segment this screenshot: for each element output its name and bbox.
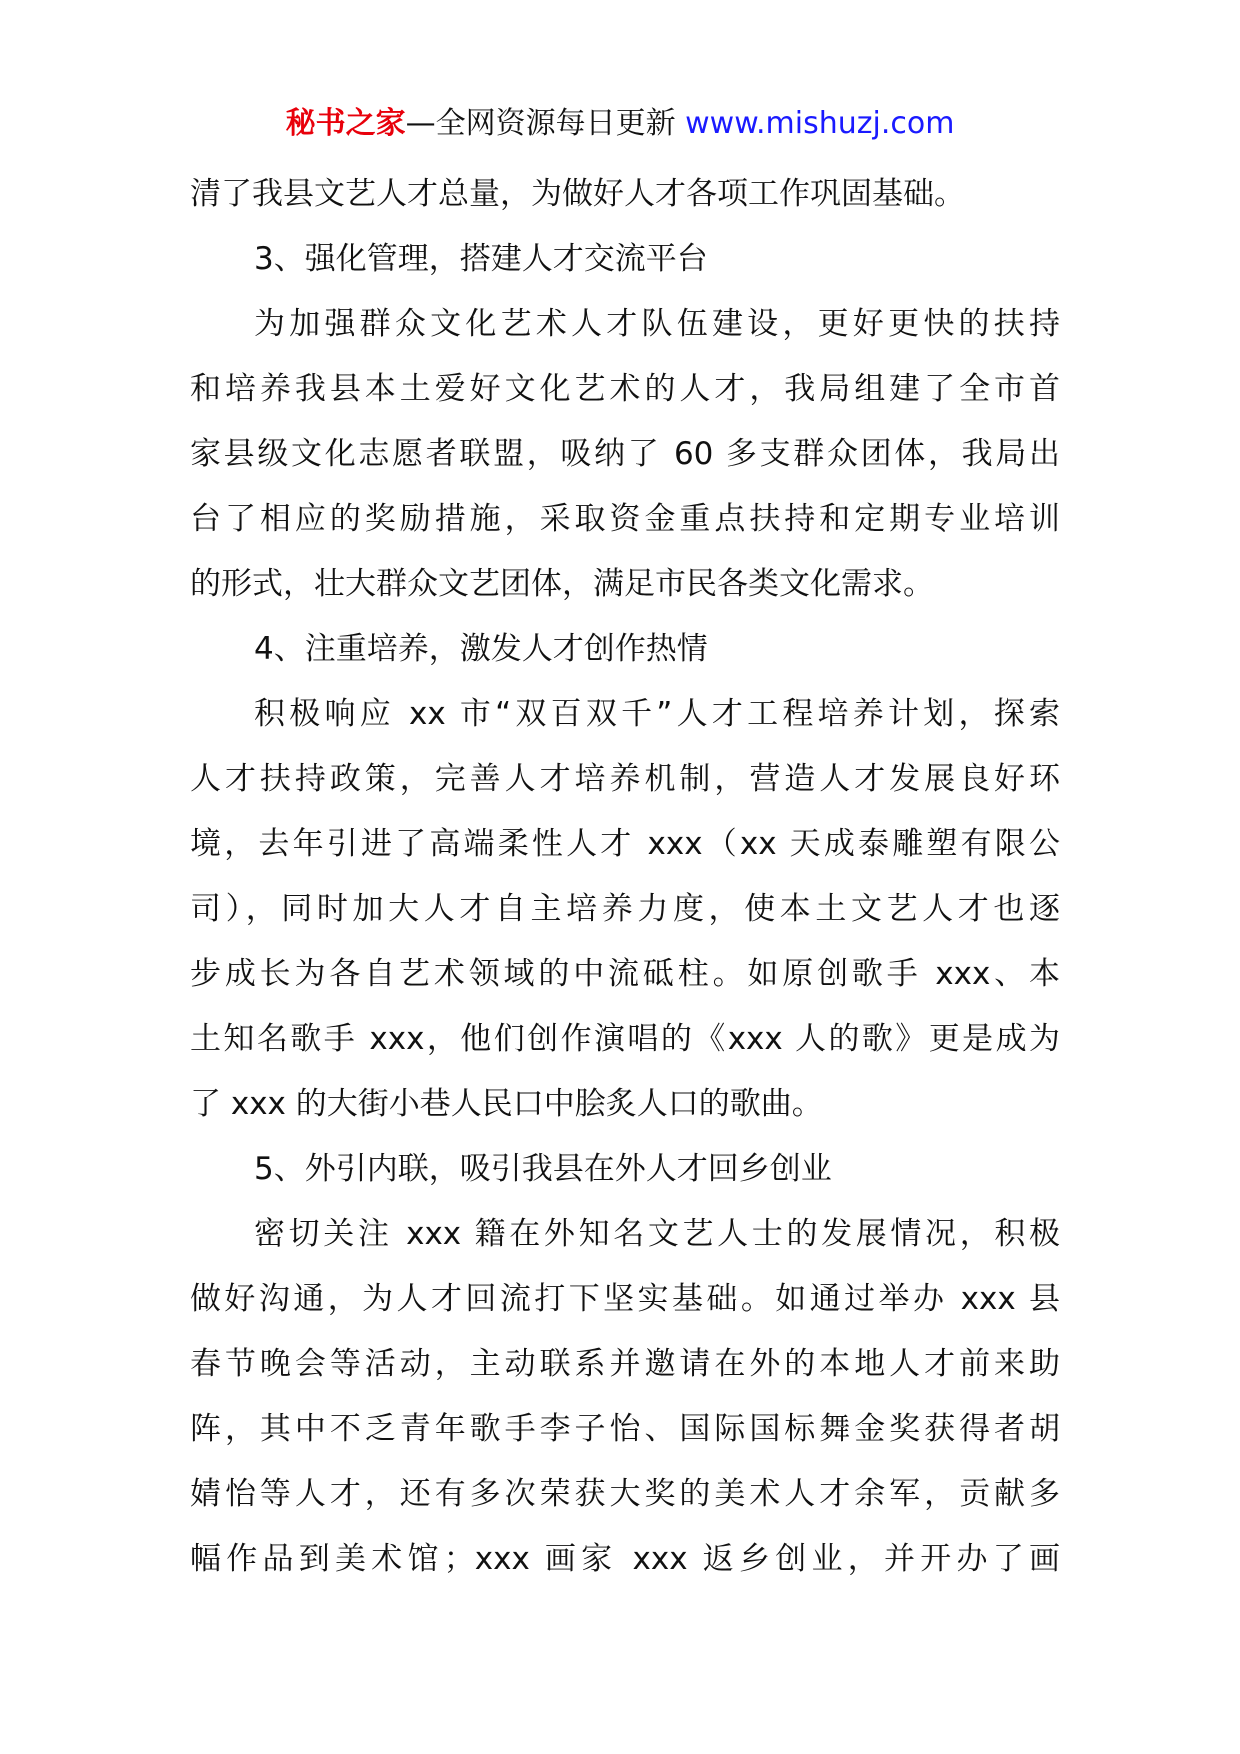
page-header bbox=[0, 102, 1240, 146]
body-line: 做好沟通，为人才回流打下坚实基础。如通过举办 xxx 县 bbox=[190, 1281, 1060, 1317]
body-line: 为加强群众文化艺术人才队伍建设，更好更快的扶持 bbox=[254, 306, 1060, 342]
section-heading: 5、外引内联，吸引我县在外人才回乡创业 bbox=[254, 1151, 832, 1187]
body-line: 步成长为各自艺术领域的中流砥柱。如原创歌手 xxx、本 bbox=[190, 956, 1060, 992]
body-line: 土知名歌手 xxx，他们创作演唱的《xxx 人的歌》更是成为 bbox=[190, 1021, 1060, 1057]
body-line: 密切关注 xxx 籍在外知名文艺人士的发展情况，积极 bbox=[254, 1216, 1060, 1252]
section-heading: 4、注重培养，激发人才创作热情 bbox=[254, 631, 708, 667]
body-line: 境，去年引进了高端柔性人才 xxx（xx 天成泰雕塑有限公 bbox=[190, 826, 1060, 862]
body-line: 台了相应的奖励措施，采取资金重点扶持和定期专业培训 bbox=[190, 501, 1060, 537]
document-body bbox=[190, 162, 1060, 1592]
body-line: 司），同时加大人才自主培养力度，使本土文艺人才也逐 bbox=[190, 891, 1060, 927]
body-line: 阵，其中不乏青年歌手李子怡、国际国标舞金奖获得者胡 bbox=[190, 1411, 1060, 1447]
body-line: 的形式，壮大群众文艺团体，满足市民各类文化需求。 bbox=[190, 566, 934, 602]
brand-name: 秘书之家 bbox=[285, 106, 406, 141]
body-line: 幅作品到美术馆；xxx 画家 xxx 返乡创业，并开办了画 bbox=[190, 1541, 1060, 1577]
body-line: 人才扶持政策，完善人才培养机制，营造人才发展良好环 bbox=[190, 761, 1060, 797]
section-heading: 3、强化管理，搭建人才交流平台 bbox=[254, 241, 708, 277]
body-line: 和培养我县本土爱好文化艺术的人才，我局组建了全市首 bbox=[190, 371, 1060, 407]
header-tagline: —全网资源每日更新 bbox=[405, 106, 676, 141]
body-line: 春节晚会等活动，主动联系并邀请在外的本地人才前来助 bbox=[190, 1346, 1060, 1382]
body-line: 积极响应 xx 市“双百双千”人才工程培养计划，探索 bbox=[254, 696, 1060, 732]
body-line: 婧怡等人才，还有多次荣获大奖的美术人才余军，贡献多 bbox=[190, 1476, 1060, 1512]
body-line: 了 xxx 的大街小巷人民口中脍炙人口的歌曲。 bbox=[190, 1086, 823, 1122]
body-line: 清了我县文艺人才总量，为做好人才各项工作巩固基础。 bbox=[190, 176, 965, 212]
body-line: 家县级文化志愿者联盟，吸纳了 60 多支群众团体，我局出 bbox=[190, 436, 1060, 472]
website-link[interactable]: www.mishuzj.com bbox=[685, 106, 955, 141]
